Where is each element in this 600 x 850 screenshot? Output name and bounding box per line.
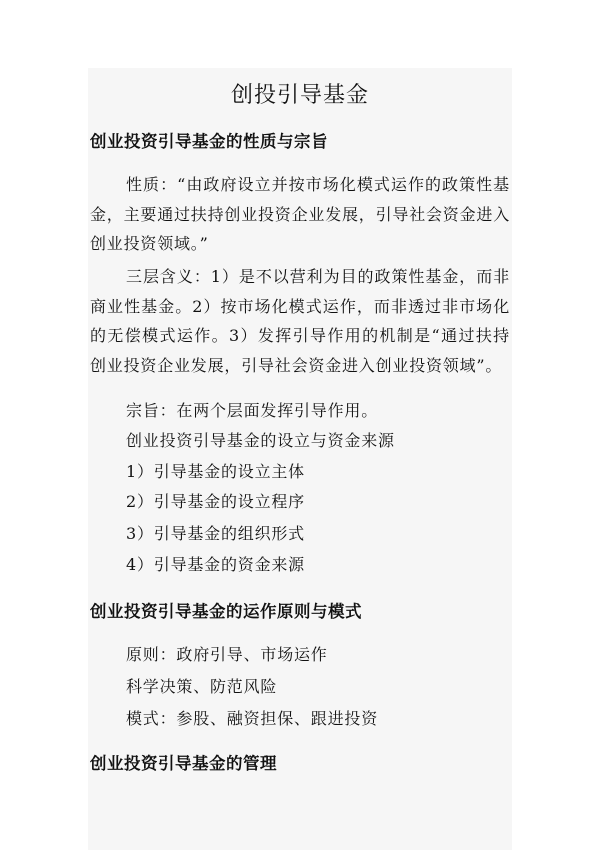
section-heading-nature-purpose: 创业投资引导基金的性质与宗旨: [90, 132, 328, 151]
paragraph-nature: 性质：“由政府设立并按市场化模式运作的政策性基金，主要通过扶持创业投资企业发展，引导社会资金进入创业投资领域。”: [90, 175, 511, 253]
list-item-3: 3）引导基金的组织形式: [126, 524, 305, 543]
list-item-4: 4）引导基金的资金来源: [126, 555, 305, 574]
paragraph-three-meanings: 三层含义：1）是不以营利为目的政策性基金，而非商业性基金。2）按市场化模式运作，而非透过非市场化的无偿模式运作。3）发挥引导作用的机制是“通过扶持创业投资企业发展，引导社会资金进入创业投资领域”。: [90, 267, 510, 375]
list-item-1: 1）引导基金的设立主体: [126, 462, 305, 481]
document-title: 创投引导基金: [230, 83, 369, 108]
line-scientific-decisions: 科学决策、防范风险: [126, 677, 278, 696]
section-heading-principles-modes: 创业投资引导基金的运作原则与模式: [90, 602, 362, 621]
line-purpose: 宗旨：在两个层面发挥引导作用。: [126, 401, 379, 420]
line-modes: 模式：参股、融资担保、跟进投资: [126, 709, 379, 728]
list-item-2: 2）引导基金的设立程序: [126, 492, 305, 511]
section-heading-management: 创业投资引导基金的管理: [90, 754, 277, 773]
document-page: [88, 68, 512, 850]
line-establishment-funding: 创业投资引导基金的设立与资金来源: [126, 431, 395, 450]
line-principles: 原则：政府引导、市场运作: [126, 645, 328, 664]
